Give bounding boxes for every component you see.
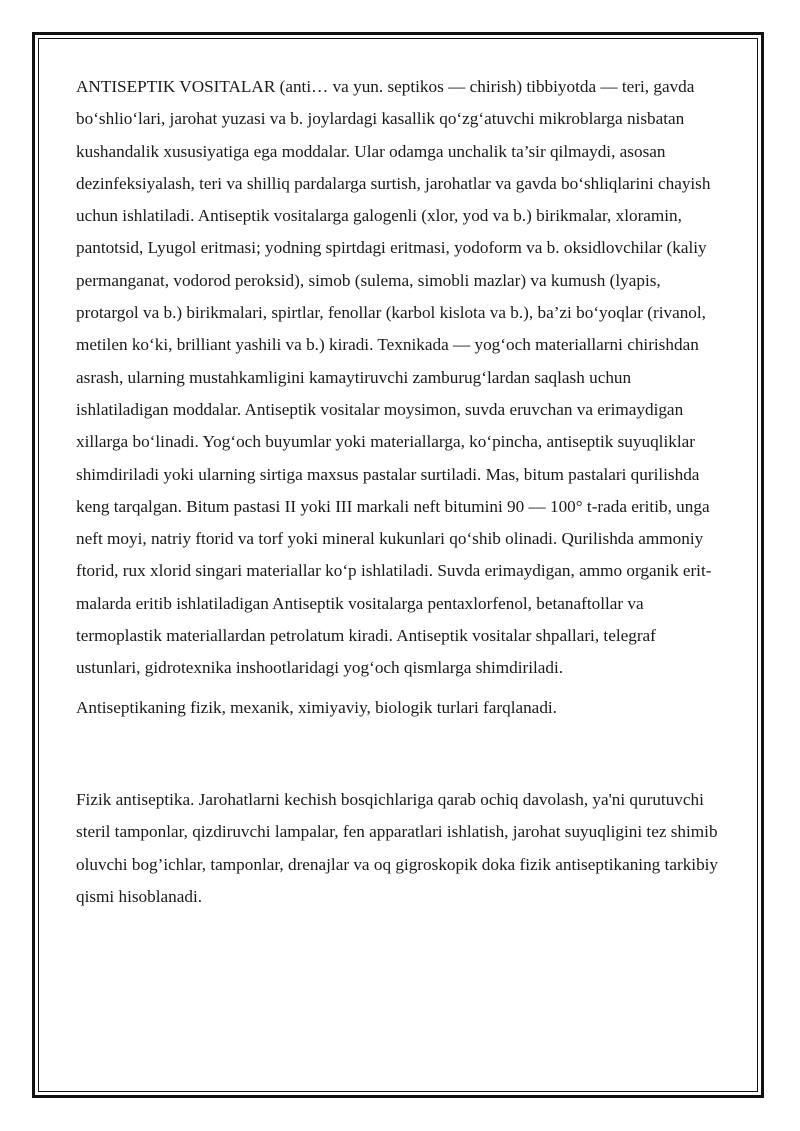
paragraph-antiseptic-definition: ANTISEPTIK VOSITALAR (anti… va yun. septikos — chirish) tibbiyotda — teri, gavda bo‘shlio‘lari, jarohat yuzasi va b. joylardagi kasallik qo‘zg‘atuvchi mikroblarga nisbatan kushandalik xususiyatiga ega moddalar. Ular odamga unchalik ta’sir qilmaydi, asosan dezinfeksiyalash, teri va shilliq pardalarga surtish, jarohatlar va gavda bo‘shliqlarini chayish uchun ishlatiladi. Antiseptik vositalarga galogenli (xlor, yod va b.) birikmalar, xloramin, pantotsid, Lyugol eritmasi; yodning spirtdagi eritmasi, yodoform va b. oksidlovchilar (kaliy permanganat, vodorod peroksid), simob (sulema, simobli mazlar) va kumush (lyapis, protargol va b.) birikmalari, spirtlar, fenollar (karbol kislota va b.), ba’zi bo‘yoqlar (rivanol, metilen ko‘ki, brilliant yashili va b.) kiradi. Texnikada — yog‘och materiallarni chirishdan asrash, ularning mustahkamligini kamaytiruvchi zamburug‘lardan saqlash uchun ishlatiladigan moddalar. Antiseptik vositalar moysimon, suvda eruvchan va erimaydigan xillarga bo‘linadi. Yog‘och buyumlar yoki materiallarga, ko‘pincha, antiseptik suyuqliklar shimdiriladi yoki ularning sirtiga maxsus pastalar surtiladi. Mas, bitum pastalari qurilishda keng tarqalgan. Bitum pastasi II yoki III markali neft bitumini 90 — 100° t-rada eritib, unga neft moyi, natriy ftorid va torf yoki mineral kukunlari qo‘shib olinadi. Qurilishda ammoniy ftorid, rux xlorid singari materiallar ko‘p ishlatiladi. Suvda erimaydigan, ammo organik erit-malarda eritib ishlatiladigan Antiseptik vositalarga pentaxlorfenol, betanaftollar va termoplastik materiallardan petrolatum kiradi. Antiseptik vositalar shpallari, telegraf ustunlari, gidrotexnika inshootlaridagi yog‘och qismlarga shimdiriladi.: [76, 77, 712, 678]
paragraph-physical-antiseptics: Fizik antiseptika. Jarohatlarni kechish bosqichlariga qarab ochiq davolash, ya'ni qurutuvchi steril tamponlar, qizdiruvchi lampalar, fen apparatlari ishlatish, jarohat suyuqligini tez shimib oluvchi bog’ichlar, tamponlar, drenajlar va oq gigroskopik doka fizik antiseptikaning tarkibiy qismi hisoblanadi.: [76, 789, 719, 906]
document-body: [76, 71, 722, 913]
paragraph-antiseptic-types: Antiseptikaning fizik, mexanik, ximiyaviy, biologik turlari farqlanadi.: [76, 697, 557, 717]
